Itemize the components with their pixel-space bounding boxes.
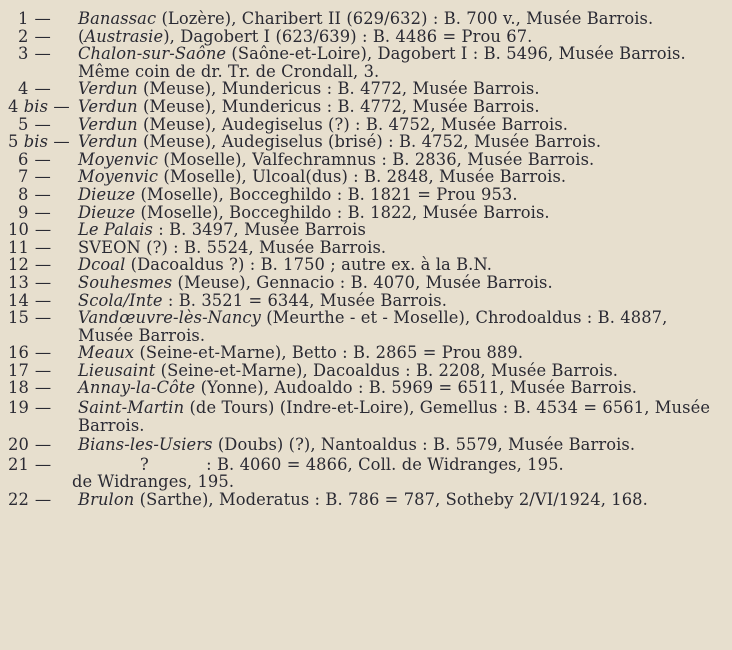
entry-text: (Meuse), Gennacio : B. 4070, Musée Barrois. (172, 272, 553, 292)
list-item: 9 — Dieuze (Moselle), Bocceghildo : B. 1822, Musée Barrois. (18, 202, 550, 222)
entry-number: 22 (8, 490, 29, 510)
entry-number: 7 (18, 167, 29, 187)
entry-place: Moyenvic (78, 167, 159, 187)
list-item: 5 bis — Verdun (Meuse), Audegiselus (brisé) : B. 4752, Musée Barrois. (8, 132, 602, 152)
entry-text: : B. 3497, Musée Barrois (152, 220, 366, 240)
entry-number: 10 (8, 220, 29, 240)
entry-text: (Moselle), Valfechramnus : B. 2836, Musée Barrois. (158, 149, 595, 169)
entry-number: 6 (18, 149, 29, 169)
entry-number: 4 (8, 96, 19, 116)
entry-place: Vandœuvre-lès-Nancy (78, 308, 261, 328)
entry-number: 15 (8, 308, 29, 328)
list-item: 4 bis — Verdun (Meuse), Mundericus : B. 4772, Musée Barrois. (8, 96, 540, 116)
entry-text: de Widranges, 195. (72, 472, 235, 492)
entry-place: Scola/Inte (78, 290, 163, 310)
entry-text: (Meuse), Mundericus : B. 4772, Musée Barrois. (137, 79, 540, 99)
entry-text: (Moselle), Bocceghildo : B. 1821 = Prou 953. (135, 184, 518, 204)
list-item: 22 — Brulon (Sarthe), Moderatus : B. 786 = 787, Sotheby 2/VI/1924, 168. (8, 490, 648, 510)
entry-number: 18 (8, 378, 29, 398)
list-item: 7 — Moyenvic (Moselle), Ulcoal(dus) : B. 2848, Musée Barrois. (18, 167, 567, 187)
list-item: 2 — (Austrasie), Dagobert I (623/639) : B. 4486 = Prou 67. (18, 26, 533, 46)
entry-number: 17 (8, 360, 29, 380)
entry-place: Annay-la-Côte (78, 378, 196, 398)
entry-text: (Meuse), Audegiselus (brisé) : B. 4752, Musée Barrois. (137, 132, 602, 152)
entry-place: Brulon (78, 490, 135, 510)
list-item: 1 — Banassac (Lozère), Charibert II (629/632) : B. 700 v., Musée Barrois. (18, 9, 654, 28)
entry-place: Austrasie (84, 26, 164, 46)
entry-text: ), Dagobert I (623/639) : B. 4486 = Prou 67. (163, 26, 533, 46)
entry-number: 16 (8, 343, 29, 363)
entry-bis: bis (23, 132, 49, 152)
entry-place: Chalon-sur-Saône (78, 44, 227, 64)
entry-text: (Meuse), Audegiselus (?) : B. 4752, Musée Barrois. (137, 114, 569, 134)
entry-text: (Meuse), Mundericus : B. 4772, Musée Barrois. (137, 96, 540, 116)
list-item: 16 — Meaux (Seine-et-Marne), Betto : B. 2865 = Prou 889. (8, 343, 524, 363)
entry-place: Verdun (78, 96, 138, 116)
entry-number: 14 (8, 290, 29, 310)
entry-text: (Yonne), Audoaldo : B. 5969 = 6511, Musée Barrois. (195, 378, 638, 398)
entry-place: Verdun (78, 79, 138, 99)
entry-number: 19 (8, 398, 29, 418)
entry-prefix: ( (78, 26, 85, 46)
entry-text: : B. 3521 = 6344, Musée Barrois. (162, 290, 447, 310)
entry-number: 20 (8, 435, 29, 455)
entry-text: (Dacoaldus ?) : B. 1750 ; autre ex. à la B.N. (125, 255, 493, 275)
entry-number: 2 (18, 26, 29, 46)
list-item: 18 — Annay-la-Côte (Yonne), Audoaldo : B. 5969 = 6511, Musée Barrois. (8, 378, 638, 398)
entry-number: 3 (18, 44, 29, 64)
entry-place: Moyenvic (78, 149, 159, 169)
entry-number: 1 (18, 9, 29, 28)
list-item: 8 — Dieuze (Moselle), Bocceghildo : B. 1821 = Prou 953. (18, 184, 518, 204)
list-item: 20 — Bians-les-Usiers (Doubs) (?), Nantoaldus : B. 5579, Musée Barrois. (8, 435, 636, 455)
entry-number: 5 (8, 132, 19, 152)
entry-place: ? (140, 454, 149, 474)
entry-place: Meaux (78, 343, 135, 363)
list-item: 21 — ? : B. 4060 = 4866, Coll. de Widranges, 195. (8, 454, 564, 474)
entry-place: Dcoal (78, 255, 126, 275)
entry-text: (Sarthe), Moderatus : B. 786 = 787, Sotheby 2/VI/1924, 168. (134, 490, 648, 510)
list-item: 3 — Chalon-sur-Saône (Saône-et-Loire), Dagobert I : B. 5496, Musée Barrois. Même coin de dr. Tr. de Crondall, 3. (18, 44, 686, 81)
entry-number: 12 (8, 255, 29, 275)
entry-place: Lieusaint (78, 360, 156, 380)
entry-text: (Seine-et-Marne), Dacoaldus : B. 2208, Musée Barrois. (155, 360, 619, 380)
entry-number: 4 (18, 79, 29, 99)
entry-place: Bians-les-Usiers (78, 435, 213, 455)
entry-text: (Doubs) (?), Nantoaldus : B. 5579, Musée Barrois. (212, 435, 636, 455)
entry-number: 13 (8, 272, 29, 292)
entry-text: (Moselle), Bocceghildo : B. 1822, Musée Barrois. (135, 202, 550, 222)
list-item: 15 — Vandœuvre-lès-Nancy (Meurthe - et - Moselle), Chrodoaldus : B. 4887, Musée Barrois. (8, 308, 668, 345)
list-item: 10 — Le Palais : B. 3497, Musée Barrois (8, 220, 366, 240)
list-item: 12 — Dcoal (Dacoaldus ?) : B. 1750 ; autre ex. à la B.N. (8, 255, 493, 275)
entry-place: Saint-Martin (78, 398, 185, 418)
entry-bis: bis (23, 96, 49, 116)
entry-number: 11 (8, 237, 29, 257)
entry-number: 5 (18, 114, 29, 134)
entry-text: (Moselle), Ulcoal(dus) : B. 2848, Musée Barrois. (158, 167, 567, 187)
entry-number: 8 (18, 184, 29, 204)
list-item: 11 — SVEON (?) : B. 5524, Musée Barrois. (8, 237, 387, 257)
entry-text: (de Tours) (Indre-et-Loire), Gemellus : B. 4534 = 6561, Musée Barrois. (78, 398, 711, 435)
entry-text: (Seine-et-Marne), Betto : B. 2865 = Prou 889. (134, 343, 524, 363)
entry-place: Dieuze (78, 202, 136, 222)
entry-text: (Saône-et-Loire), Dagobert I : B. 5496, Musée Barrois. Même coin de dr. Tr. de Crondall, 3. (78, 44, 686, 81)
entry-place: Le Palais (78, 220, 153, 240)
list-item: 14 — Scola/Inte : B. 3521 = 6344, Musée Barrois. (8, 290, 447, 310)
entry-place: Souhesmes (78, 272, 173, 292)
list-item: 13 — Souhesmes (Meuse), Gennacio : B. 4070, Musée Barrois. (8, 272, 553, 292)
entry-text: SVEON (?) : B. 5524, Musée Barrois. (78, 237, 387, 257)
entry-place: Dieuze (78, 184, 136, 204)
list-item: 19 — Saint-Martin (de Tours) (Indre-et-Loire), Gemellus : B. 4534 = 6561, Musée Barrois. (8, 398, 711, 435)
list-item: 5 — Verdun (Meuse), Audegiselus (?) : B. 4752, Musée Barrois. (18, 114, 569, 134)
entry-number: 21 (8, 454, 29, 474)
entry-text: (Lozère), Charibert II (629/632) : B. 700 v., Musée Barrois. (156, 9, 654, 28)
list-item: 4 — Verdun (Meuse), Mundericus : B. 4772, Musée Barrois. (18, 79, 540, 99)
entry-number: 9 (18, 202, 29, 222)
list-item: 6 — Moyenvic (Moselle), Valfechramnus : B. 2836, Musée Barrois. (18, 149, 595, 169)
entry-place: Verdun (78, 114, 138, 134)
entry-place: Banassac (78, 9, 157, 28)
entry-text: : B. 4060 = 4866, Coll. de Widranges, 195. (200, 454, 564, 474)
list-item: 17 — Lieusaint (Seine-et-Marne), Dacoaldus : B. 2208, Musée Barrois. (8, 360, 619, 380)
list-item (8, 473, 724, 491)
coin-catalogue-list (8, 10, 724, 509)
entry-text: (Meurthe - et - Moselle), Chrodoaldus : B. 4887, Musée Barrois. (78, 308, 668, 345)
entry-place: Verdun (78, 132, 138, 152)
